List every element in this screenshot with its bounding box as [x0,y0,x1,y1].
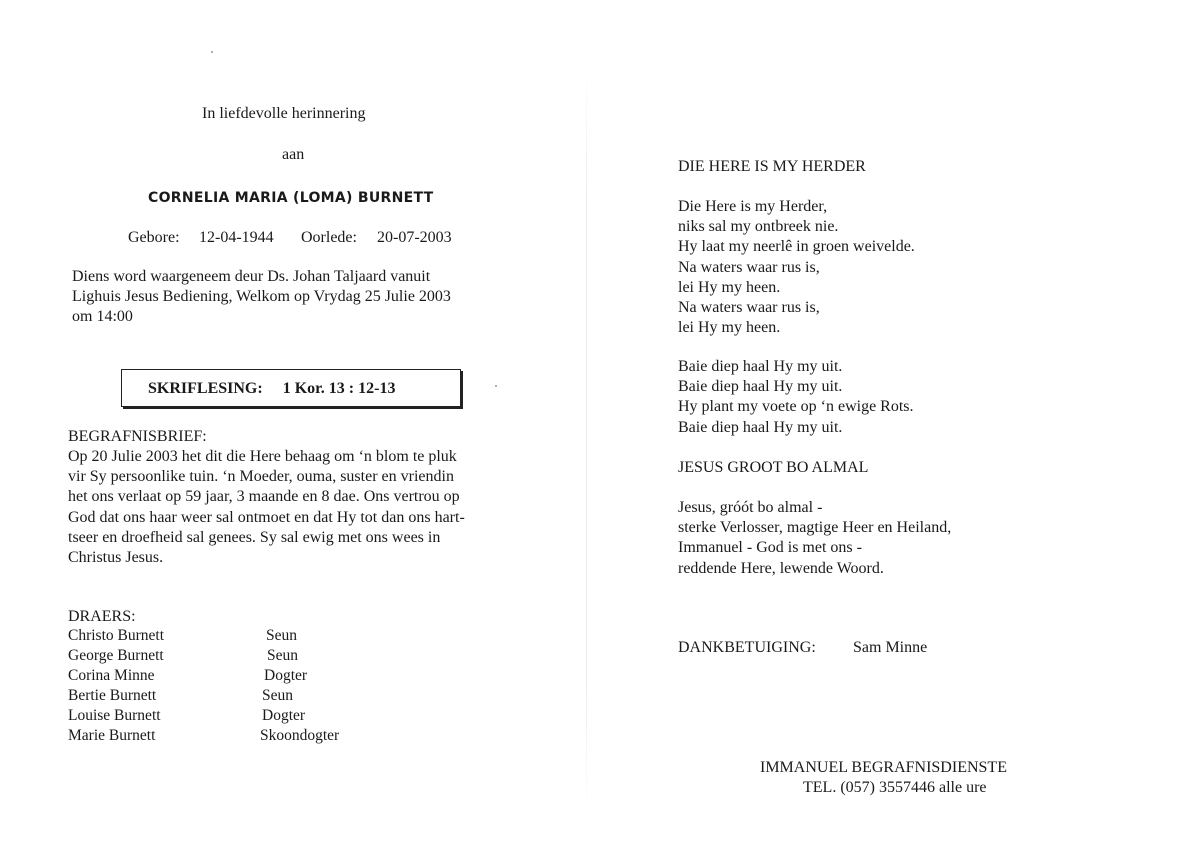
bearer-name: Bertie Burnett [68,687,157,704]
funeral-letter [68,447,465,568]
hymn-line: Hy laat my neerlê in groen weivelde. [678,238,915,256]
born-date: 12-04-1944 [199,229,274,246]
funeral-home: IMMANUEL BEGRAFNISDIENSTE [760,759,1007,776]
scripture-label: SKRIFLESING: [148,380,263,397]
letter-line: Christus Jesus. [68,549,164,567]
died-date: 20-07-2003 [377,229,452,246]
bearer-name: Marie Burnett [68,727,156,744]
hymn-line: sterke Verlosser, magtige Heer en Heiland, [678,519,952,537]
hymn-line: Baie diep haal Hy my uit. [678,418,843,436]
hymn1-title: DIE HERE IS MY HERDER [678,158,866,175]
bearer-relation: Seun [267,647,298,664]
letter-line: God dat ons haar weer sal ontmoet en dat Hy tot dan ons hart- [68,508,465,526]
funeral-home-phone: TEL. (057) 3557446 alle ure [803,779,987,796]
scripture-reference: 1 Kor. 13 : 12-13 [282,380,396,397]
hymn-line: Jesus, gróót bo almal - [678,499,823,516]
hymn-line: lei Hy my heen. [678,319,781,337]
service-line: Diens word waargeneem deur Ds. Johan Taljaard vanuit [72,268,431,285]
bearer-name: Christo Burnett [68,627,165,644]
dedication-line: In liefdevolle herinnering [202,105,366,122]
letter-line: tseer en droefheid sal genees. Sy sal ewig met ons wees in [68,528,441,546]
hymn-line: Baie diep haal Hy my uit. [678,378,843,396]
bearer-name: Louise Burnett [68,707,161,724]
right-page [600,0,1200,849]
bearer-relation: Skoondogter [260,727,340,744]
hymn1-verse2 [678,357,914,438]
hymn-line: niks sal my ontbreek nie. [678,218,839,236]
bearers-heading: DRAERS: [68,608,136,625]
born-label: Gebore: [128,229,180,246]
letter-line: Op 20 Julie 2003 het dit die Here behaag om ‘n blom te pluk [68,448,457,465]
bearer-relation: Dogter [262,707,306,724]
died-label: Oorlede: [301,229,357,246]
bearer-relation: Seun [262,687,293,704]
thanks-label: DANKBETUIGING: [678,639,816,656]
bearer-name: Corina Minne [68,667,155,684]
hymn-line: Hy plant my voete op ‘n ewige Rots. [678,398,914,416]
dedication-aan: aan [282,146,305,163]
hymn2-verse [678,498,951,579]
hymn-line: Die Here is my Herder, [678,198,828,215]
letter-line: vir Sy persoonlike tuin. ‘n Moeder, ouma, suster en vriendin [68,468,454,486]
hymn-line: Na waters waar rus is, [678,258,820,276]
hymn1-verse1 [678,197,915,338]
service-line: Lighuis Jesus Bediening, Welkom op Vrydag 25 Julie 2003 [72,288,451,306]
hymn-line: Na waters waar rus is, [678,299,820,317]
hymn-line: reddende Here, lewende Woord. [678,559,884,577]
letter-heading: BEGRAFNISBRIEF: [68,428,207,445]
bearer-relation: Dogter [264,667,308,684]
bearer-relation: Seun [266,627,297,644]
hymn-line: Baie diep haal Hy my uit. [678,358,843,375]
service-line: om 14:00 [72,308,133,326]
hymn-line: Immanuel - God is met ons - [678,539,862,557]
letter-line: het ons verlaat op 59 jaar, 3 maande en 8 dae. Ons vertrou op [68,488,460,506]
thanks-name: Sam Minne [853,639,928,656]
scripture-reading [148,380,395,398]
hymn-line: lei Hy my heen. [678,278,781,296]
bearer-name: George Burnett [68,647,164,664]
service-details [72,267,451,328]
hymn2-title: JESUS GROOT BO ALMAL [678,459,869,476]
deceased-name: CORNELIA MARIA (LOMA) BURNETT [148,190,434,206]
